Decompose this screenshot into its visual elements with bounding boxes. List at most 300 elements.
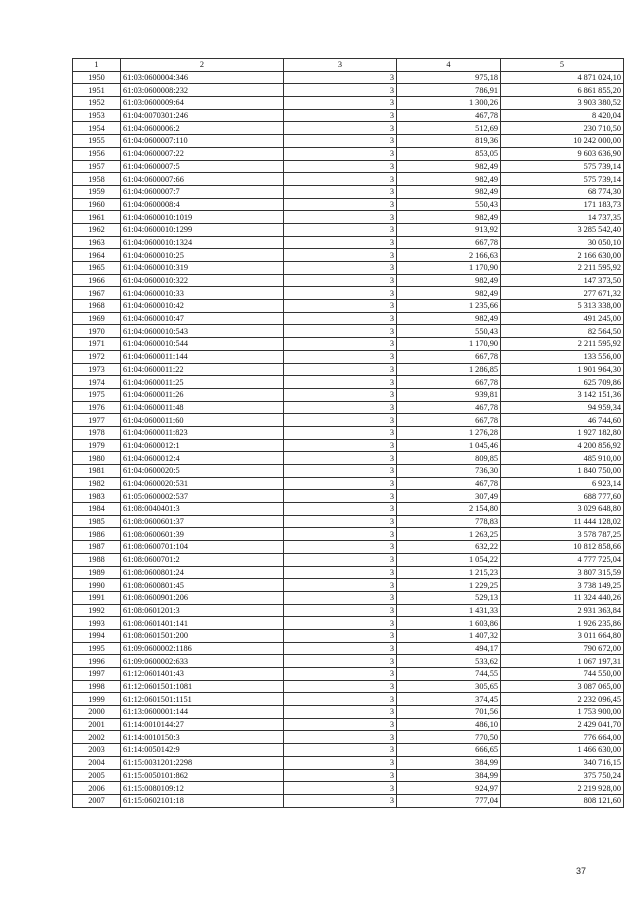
group-cell: 3 <box>284 439 397 452</box>
group-cell: 3 <box>284 274 397 287</box>
table-row <box>73 84 624 97</box>
rate-cell: 982,49 <box>397 287 501 300</box>
group-cell: 3 <box>284 97 397 110</box>
cadastral-number-cell: 61:08:0600601:39 <box>121 528 284 541</box>
value-cell: 4 871 024,10 <box>501 71 624 84</box>
cadastral-number-cell: 61:04:0600007:22 <box>121 147 284 160</box>
table-row <box>73 579 624 592</box>
table-row <box>73 325 624 338</box>
cadastral-number-cell: 61:04:0600011:60 <box>121 414 284 427</box>
group-cell: 3 <box>284 680 397 693</box>
value-cell: 790 672,00 <box>501 642 624 655</box>
group-cell: 3 <box>284 604 397 617</box>
row-number-cell: 1995 <box>73 642 121 655</box>
table-row <box>73 262 624 275</box>
row-number-cell: 1951 <box>73 84 121 97</box>
cadastral-number-cell: 61:08:0600801:45 <box>121 579 284 592</box>
value-cell: 1 067 197,31 <box>501 655 624 668</box>
rate-cell: 1 215,23 <box>397 566 501 579</box>
table-row <box>73 71 624 84</box>
table-row <box>73 566 624 579</box>
rate-cell: 770,50 <box>397 731 501 744</box>
rate-cell: 777,04 <box>397 794 501 807</box>
group-cell: 3 <box>284 655 397 668</box>
row-number-cell: 1970 <box>73 325 121 338</box>
group-cell: 3 <box>284 629 397 642</box>
group-cell: 3 <box>284 325 397 338</box>
table-row <box>73 426 624 439</box>
rate-cell: 1 235,66 <box>397 300 501 313</box>
row-number-cell: 1980 <box>73 452 121 465</box>
column-header-4: 4 <box>397 59 501 72</box>
row-number-cell: 1997 <box>73 668 121 681</box>
group-cell: 3 <box>284 287 397 300</box>
rate-cell: 384,99 <box>397 756 501 769</box>
row-number-cell: 1979 <box>73 439 121 452</box>
cadastral-number-cell: 61:04:0600010:319 <box>121 262 284 275</box>
table-row <box>73 414 624 427</box>
cadastral-number-cell: 61:03:0600009:64 <box>121 97 284 110</box>
table-row <box>73 185 624 198</box>
row-number-cell: 1971 <box>73 338 121 351</box>
group-cell: 3 <box>284 642 397 655</box>
table-row <box>73 452 624 465</box>
row-number-cell: 1978 <box>73 426 121 439</box>
register-table <box>72 58 624 808</box>
value-cell: 1 927 182,80 <box>501 426 624 439</box>
row-number-cell: 1956 <box>73 147 121 160</box>
row-number-cell: 2003 <box>73 744 121 757</box>
rate-cell: 667,78 <box>397 376 501 389</box>
row-number-cell: 1976 <box>73 401 121 414</box>
rate-cell: 1 170,90 <box>397 338 501 351</box>
value-cell: 6 923,14 <box>501 477 624 490</box>
group-cell: 3 <box>284 249 397 262</box>
cadastral-number-cell: 61:04:0600008:4 <box>121 198 284 211</box>
column-header-2: 2 <box>121 59 284 72</box>
value-cell: 1 901 964,30 <box>501 363 624 376</box>
row-number-cell: 2001 <box>73 718 121 731</box>
cadastral-number-cell: 61:12:0601501:1151 <box>121 693 284 706</box>
group-cell: 3 <box>284 109 397 122</box>
rate-cell: 1 300,26 <box>397 97 501 110</box>
table-body <box>73 71 624 807</box>
value-cell: 68 774,30 <box>501 185 624 198</box>
rate-cell: 486,10 <box>397 718 501 731</box>
group-cell: 3 <box>284 756 397 769</box>
table-row <box>73 604 624 617</box>
table-row <box>73 363 624 376</box>
value-cell: 575 739,14 <box>501 173 624 186</box>
column-header-5: 5 <box>501 59 624 72</box>
cadastral-number-cell: 61:04:0600010:33 <box>121 287 284 300</box>
column-header-3: 3 <box>284 59 397 72</box>
table-row <box>73 794 624 807</box>
group-cell: 3 <box>284 515 397 528</box>
group-cell: 3 <box>284 503 397 516</box>
page-number: 37 <box>575 866 586 876</box>
row-number-cell: 1974 <box>73 376 121 389</box>
group-cell: 3 <box>284 147 397 160</box>
table-row <box>73 439 624 452</box>
group-cell: 3 <box>284 566 397 579</box>
value-cell: 625 709,86 <box>501 376 624 389</box>
cadastral-number-cell: 61:04:0600011:25 <box>121 376 284 389</box>
row-number-cell: 1994 <box>73 629 121 642</box>
row-number-cell: 1993 <box>73 617 121 630</box>
cadastral-number-cell: 61:04:0600007:110 <box>121 135 284 148</box>
rate-cell: 1 054,22 <box>397 553 501 566</box>
cadastral-number-cell: 61:08:0600901:206 <box>121 591 284 604</box>
cadastral-number-cell: 61:03:0600004:346 <box>121 71 284 84</box>
value-cell: 3 807 315,59 <box>501 566 624 579</box>
cadastral-number-cell: 61:08:0601501:200 <box>121 629 284 642</box>
row-number-cell: 1991 <box>73 591 121 604</box>
group-cell: 3 <box>284 122 397 135</box>
rate-cell: 667,78 <box>397 414 501 427</box>
cadastral-number-cell: 61:04:0600010:544 <box>121 338 284 351</box>
table-row <box>73 642 624 655</box>
value-cell: 2 211 595,92 <box>501 338 624 351</box>
cadastral-number-cell: 61:04:0070301:246 <box>121 109 284 122</box>
value-cell: 2 211 595,92 <box>501 262 624 275</box>
row-number-cell: 1960 <box>73 198 121 211</box>
rate-cell: 982,49 <box>397 274 501 287</box>
rate-cell: 666,65 <box>397 744 501 757</box>
value-cell: 808 121,60 <box>501 794 624 807</box>
value-cell: 3 285 542,40 <box>501 223 624 236</box>
rate-cell: 744,55 <box>397 668 501 681</box>
rate-cell: 529,13 <box>397 591 501 604</box>
header-row <box>73 59 624 72</box>
value-cell: 2 166 630,00 <box>501 249 624 262</box>
table-row <box>73 591 624 604</box>
value-cell: 11 444 128,02 <box>501 515 624 528</box>
column-header-1: 1 <box>73 59 121 72</box>
cadastral-number-cell: 61:04:0600012:4 <box>121 452 284 465</box>
cadastral-number-cell: 61:04:0600007:66 <box>121 173 284 186</box>
table-row <box>73 287 624 300</box>
group-cell: 3 <box>284 350 397 363</box>
table-row <box>73 122 624 135</box>
cadastral-number-cell: 61:15:0031201:2298 <box>121 756 284 769</box>
rate-cell: 736,30 <box>397 465 501 478</box>
table-row <box>73 350 624 363</box>
rate-cell: 667,78 <box>397 350 501 363</box>
table-row <box>73 731 624 744</box>
cadastral-number-cell: 61:09:0600002:1186 <box>121 642 284 655</box>
row-number-cell: 1998 <box>73 680 121 693</box>
group-cell: 3 <box>284 794 397 807</box>
value-cell: 744 550,00 <box>501 668 624 681</box>
row-number-cell: 1958 <box>73 173 121 186</box>
cadastral-number-cell: 61:04:0600010:543 <box>121 325 284 338</box>
group-cell: 3 <box>284 465 397 478</box>
group-cell: 3 <box>284 135 397 148</box>
value-cell: 2 219 928,00 <box>501 782 624 795</box>
rate-cell: 913,92 <box>397 223 501 236</box>
table-row <box>73 668 624 681</box>
cadastral-number-cell: 61:04:0600011:823 <box>121 426 284 439</box>
table-row <box>73 401 624 414</box>
rate-cell: 374,45 <box>397 693 501 706</box>
value-cell: 2 232 096,45 <box>501 693 624 706</box>
value-cell: 1 840 750,00 <box>501 465 624 478</box>
rate-cell: 305,65 <box>397 680 501 693</box>
rate-cell: 982,49 <box>397 160 501 173</box>
table-row <box>73 274 624 287</box>
cadastral-number-cell: 61:12:0601401:43 <box>121 668 284 681</box>
group-cell: 3 <box>284 668 397 681</box>
row-number-cell: 1964 <box>73 249 121 262</box>
value-cell: 82 564,50 <box>501 325 624 338</box>
rate-cell: 786,91 <box>397 84 501 97</box>
cadastral-number-cell: 61:04:0600007:7 <box>121 185 284 198</box>
rate-cell: 512,69 <box>397 122 501 135</box>
rate-cell: 1 229,25 <box>397 579 501 592</box>
value-cell: 1 753 900,00 <box>501 706 624 719</box>
group-cell: 3 <box>284 744 397 757</box>
table-row <box>73 147 624 160</box>
table-row <box>73 490 624 503</box>
cadastral-number-cell: 61:08:0600801:24 <box>121 566 284 579</box>
group-cell: 3 <box>284 706 397 719</box>
cadastral-number-cell: 61:04:0600010:322 <box>121 274 284 287</box>
value-cell: 2 931 363,84 <box>501 604 624 617</box>
value-cell: 1 466 630,00 <box>501 744 624 757</box>
group-cell: 3 <box>284 718 397 731</box>
row-number-cell: 1968 <box>73 300 121 313</box>
rate-cell: 809,85 <box>397 452 501 465</box>
value-cell: 6 861 855,20 <box>501 84 624 97</box>
table-row <box>73 160 624 173</box>
value-cell: 491 245,00 <box>501 312 624 325</box>
rate-cell: 2 166,63 <box>397 249 501 262</box>
cadastral-number-cell: 61:04:0600010:1019 <box>121 211 284 224</box>
group-cell: 3 <box>284 490 397 503</box>
rate-cell: 1 286,85 <box>397 363 501 376</box>
value-cell: 2 429 041,70 <box>501 718 624 731</box>
cadastral-number-cell: 61:03:0600008:232 <box>121 84 284 97</box>
cadastral-number-cell: 61:04:0600010:1299 <box>121 223 284 236</box>
table-row <box>73 135 624 148</box>
group-cell: 3 <box>284 782 397 795</box>
group-cell: 3 <box>284 731 397 744</box>
row-number-cell: 1986 <box>73 528 121 541</box>
rate-cell: 1 431,33 <box>397 604 501 617</box>
value-cell: 171 183,73 <box>501 198 624 211</box>
value-cell: 3 087 065,00 <box>501 680 624 693</box>
row-number-cell: 1962 <box>73 223 121 236</box>
group-cell: 3 <box>284 198 397 211</box>
row-number-cell: 1963 <box>73 236 121 249</box>
cadastral-number-cell: 61:14:0050142:9 <box>121 744 284 757</box>
cadastral-number-cell: 61:05:0600002:537 <box>121 490 284 503</box>
row-number-cell: 1975 <box>73 388 121 401</box>
value-cell: 776 664,00 <box>501 731 624 744</box>
group-cell: 3 <box>284 300 397 313</box>
row-number-cell: 1957 <box>73 160 121 173</box>
rate-cell: 494,17 <box>397 642 501 655</box>
value-cell: 30 050,10 <box>501 236 624 249</box>
table-row <box>73 655 624 668</box>
row-number-cell: 1982 <box>73 477 121 490</box>
table-row <box>73 249 624 262</box>
group-cell: 3 <box>284 185 397 198</box>
rate-cell: 550,43 <box>397 198 501 211</box>
row-number-cell: 1969 <box>73 312 121 325</box>
row-number-cell: 1977 <box>73 414 121 427</box>
rate-cell: 982,49 <box>397 173 501 186</box>
rate-cell: 667,78 <box>397 236 501 249</box>
rate-cell: 1 045,46 <box>397 439 501 452</box>
value-cell: 8 420,04 <box>501 109 624 122</box>
table-row <box>73 173 624 186</box>
rate-cell: 307,49 <box>397 490 501 503</box>
table-row <box>73 718 624 731</box>
value-cell: 5 313 338,00 <box>501 300 624 313</box>
cadastral-number-cell: 61:08:0600701:104 <box>121 541 284 554</box>
row-number-cell: 1950 <box>73 71 121 84</box>
group-cell: 3 <box>284 71 397 84</box>
rate-cell: 975,18 <box>397 71 501 84</box>
table-row <box>73 617 624 630</box>
rate-cell: 467,78 <box>397 477 501 490</box>
value-cell: 1 926 235,86 <box>501 617 624 630</box>
value-cell: 147 373,50 <box>501 274 624 287</box>
cadastral-number-cell: 61:14:0010150:3 <box>121 731 284 744</box>
table-row <box>73 515 624 528</box>
cadastral-number-cell: 61:15:0050101:862 <box>121 769 284 782</box>
row-number-cell: 1966 <box>73 274 121 287</box>
table-row <box>73 782 624 795</box>
row-number-cell: 1981 <box>73 465 121 478</box>
group-cell: 3 <box>284 84 397 97</box>
table-row <box>73 680 624 693</box>
cadastral-number-cell: 61:15:0080109:12 <box>121 782 284 795</box>
rate-cell: 1 170,90 <box>397 262 501 275</box>
rate-cell: 982,49 <box>397 185 501 198</box>
row-number-cell: 1987 <box>73 541 121 554</box>
cadastral-number-cell: 61:04:0600011:22 <box>121 363 284 376</box>
table-row <box>73 629 624 642</box>
row-number-cell: 1989 <box>73 566 121 579</box>
group-cell: 3 <box>284 262 397 275</box>
rate-cell: 778,83 <box>397 515 501 528</box>
group-cell: 3 <box>284 452 397 465</box>
group-cell: 3 <box>284 363 397 376</box>
rate-cell: 550,43 <box>397 325 501 338</box>
group-cell: 3 <box>284 312 397 325</box>
cadastral-number-cell: 61:04:0600007:5 <box>121 160 284 173</box>
value-cell: 340 716,15 <box>501 756 624 769</box>
rate-cell: 1 407,32 <box>397 629 501 642</box>
row-number-cell: 1999 <box>73 693 121 706</box>
rate-cell: 982,49 <box>397 211 501 224</box>
value-cell: 485 910,00 <box>501 452 624 465</box>
rate-cell: 819,36 <box>397 135 501 148</box>
rate-cell: 924,97 <box>397 782 501 795</box>
table-row <box>73 706 624 719</box>
cadastral-number-cell: 61:04:0600010:42 <box>121 300 284 313</box>
value-cell: 4 200 856,92 <box>501 439 624 452</box>
rate-cell: 467,78 <box>397 401 501 414</box>
cadastral-number-cell: 61:08:0601201:3 <box>121 604 284 617</box>
table-row <box>73 97 624 110</box>
cadastral-number-cell: 61:04:0600006:2 <box>121 122 284 135</box>
row-number-cell: 1952 <box>73 97 121 110</box>
value-cell: 9 603 636,90 <box>501 147 624 160</box>
table-row <box>73 756 624 769</box>
row-number-cell: 1984 <box>73 503 121 516</box>
group-cell: 3 <box>284 617 397 630</box>
value-cell: 575 739,14 <box>501 160 624 173</box>
row-number-cell: 2007 <box>73 794 121 807</box>
rate-cell: 701,56 <box>397 706 501 719</box>
group-cell: 3 <box>284 693 397 706</box>
value-cell: 4 777 725,04 <box>501 553 624 566</box>
group-cell: 3 <box>284 401 397 414</box>
cadastral-number-cell: 61:13:0600001:144 <box>121 706 284 719</box>
cadastral-number-cell: 61:04:0600012:1 <box>121 439 284 452</box>
table-row <box>73 300 624 313</box>
group-cell: 3 <box>284 541 397 554</box>
row-number-cell: 1953 <box>73 109 121 122</box>
value-cell: 277 671,32 <box>501 287 624 300</box>
row-number-cell: 1955 <box>73 135 121 148</box>
cadastral-number-cell: 61:08:0600601:37 <box>121 515 284 528</box>
group-cell: 3 <box>284 591 397 604</box>
group-cell: 3 <box>284 579 397 592</box>
cadastral-number-cell: 61:04:0600011:26 <box>121 388 284 401</box>
cadastral-number-cell: 61:08:0040401:3 <box>121 503 284 516</box>
row-number-cell: 1967 <box>73 287 121 300</box>
cadastral-number-cell: 61:09:0600002:633 <box>121 655 284 668</box>
table-row <box>73 693 624 706</box>
value-cell: 230 710,50 <box>501 122 624 135</box>
value-cell: 46 744,60 <box>501 414 624 427</box>
rate-cell: 1 603,86 <box>397 617 501 630</box>
table-row <box>73 465 624 478</box>
value-cell: 94 959,34 <box>501 401 624 414</box>
rate-cell: 939,81 <box>397 388 501 401</box>
table-row <box>73 376 624 389</box>
table-row <box>73 744 624 757</box>
cadastral-number-cell: 61:08:0601401:141 <box>121 617 284 630</box>
group-cell: 3 <box>284 528 397 541</box>
cadastral-number-cell: 61:04:0600010:47 <box>121 312 284 325</box>
row-number-cell: 1965 <box>73 262 121 275</box>
group-cell: 3 <box>284 426 397 439</box>
group-cell: 3 <box>284 160 397 173</box>
table-row <box>73 528 624 541</box>
rate-cell: 533,62 <box>397 655 501 668</box>
value-cell: 3 029 648,80 <box>501 503 624 516</box>
value-cell: 11 324 440,26 <box>501 591 624 604</box>
table-row <box>73 769 624 782</box>
table-row <box>73 223 624 236</box>
rate-cell: 632,22 <box>397 541 501 554</box>
cadastral-number-cell: 61:04:0600020:531 <box>121 477 284 490</box>
table-row <box>73 211 624 224</box>
value-cell: 688 777,60 <box>501 490 624 503</box>
row-number-cell: 1959 <box>73 185 121 198</box>
group-cell: 3 <box>284 388 397 401</box>
cadastral-number-cell: 61:15:0602101:18 <box>121 794 284 807</box>
rate-cell: 982,49 <box>397 312 501 325</box>
row-number-cell: 2002 <box>73 731 121 744</box>
cadastral-number-cell: 61:12:0601501:1081 <box>121 680 284 693</box>
